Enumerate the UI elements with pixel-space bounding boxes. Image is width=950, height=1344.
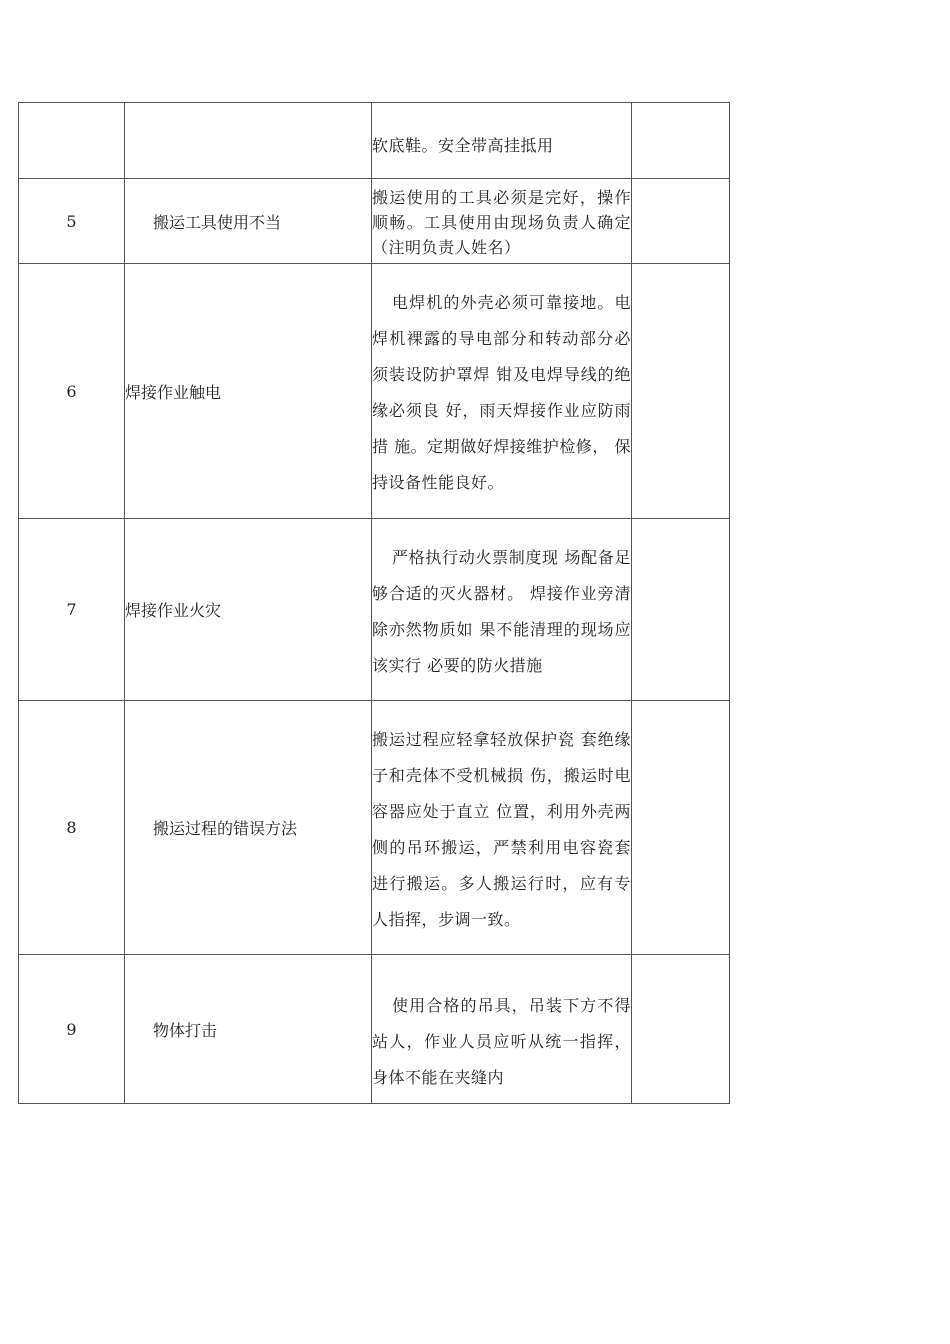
table-row <box>19 264 730 519</box>
row-number <box>19 103 125 179</box>
measure-cell <box>372 103 632 179</box>
table-row <box>19 955 730 1104</box>
measure-cell <box>372 519 632 701</box>
hazard-cell: 焊接作业触电 <box>125 264 372 519</box>
hazard-cell: 搬运过程的错误方法 <box>125 701 372 955</box>
measure-text: 电焊机的外壳必须可靠接地。电焊机裸露的导电部分和转动部分必须装设防护罩焊 钳及电焊导线的绝缘必须良 好，雨天焊接作业应防雨措 施。定期做好焊接维护检修， 保持设备性能良好。 <box>372 293 631 492</box>
measure-cell <box>372 955 632 1104</box>
table-row <box>19 519 730 701</box>
remark-cell <box>632 264 730 519</box>
measure-cell <box>372 179 632 264</box>
row-number: 6 <box>19 264 125 519</box>
row-number: 5 <box>19 179 125 264</box>
measure-text: 搬运使用的工具必须是完好，操作顺畅。工具使用由现场负责人确定（注明负责人姓名） <box>372 188 631 257</box>
hazard-cell <box>125 103 372 179</box>
measure-text: 搬运过程应轻拿轻放保护瓷 套绝缘子和壳体不受机械损 伤，搬运时电容器应处于直立 位置，利用外壳两侧的吊环搬运，严禁利用电容瓷套进行搬运。多人搬运行时，应有专人指挥，步调一致。 <box>372 729 631 929</box>
hazard-cell: 物体打击 <box>125 955 372 1104</box>
hazard-cell: 搬运工具使用不当 <box>125 179 372 264</box>
row-number: 7 <box>19 519 125 701</box>
row-number: 8 <box>19 701 125 955</box>
table-row <box>19 103 730 179</box>
measure-text: 使用合格的吊具，吊装下方不得站人，作业人员应听从统一指挥，身体不能在夹缝内 <box>372 996 631 1087</box>
measure-cell <box>372 264 632 519</box>
measure-text: 严格执行动火票制度现 场配备足够合适的灭火器材。 焊接作业旁清除亦然物质如 果不能清理的现场应该实行 必要的防火措施 <box>372 547 631 675</box>
remark-cell <box>632 701 730 955</box>
hazard-cell: 焊接作业火灾 <box>125 519 372 701</box>
measure-cell <box>372 701 632 955</box>
remark-cell <box>632 103 730 179</box>
table-row <box>19 179 730 264</box>
risk-control-table <box>18 102 730 1104</box>
remark-cell <box>632 519 730 701</box>
table-row <box>19 701 730 955</box>
remark-cell <box>632 179 730 264</box>
measure-text: 软底鞋。安全带高挂抵用 <box>372 136 554 155</box>
remark-cell <box>632 955 730 1104</box>
row-number: 9 <box>19 955 125 1104</box>
document-page <box>18 102 729 1104</box>
